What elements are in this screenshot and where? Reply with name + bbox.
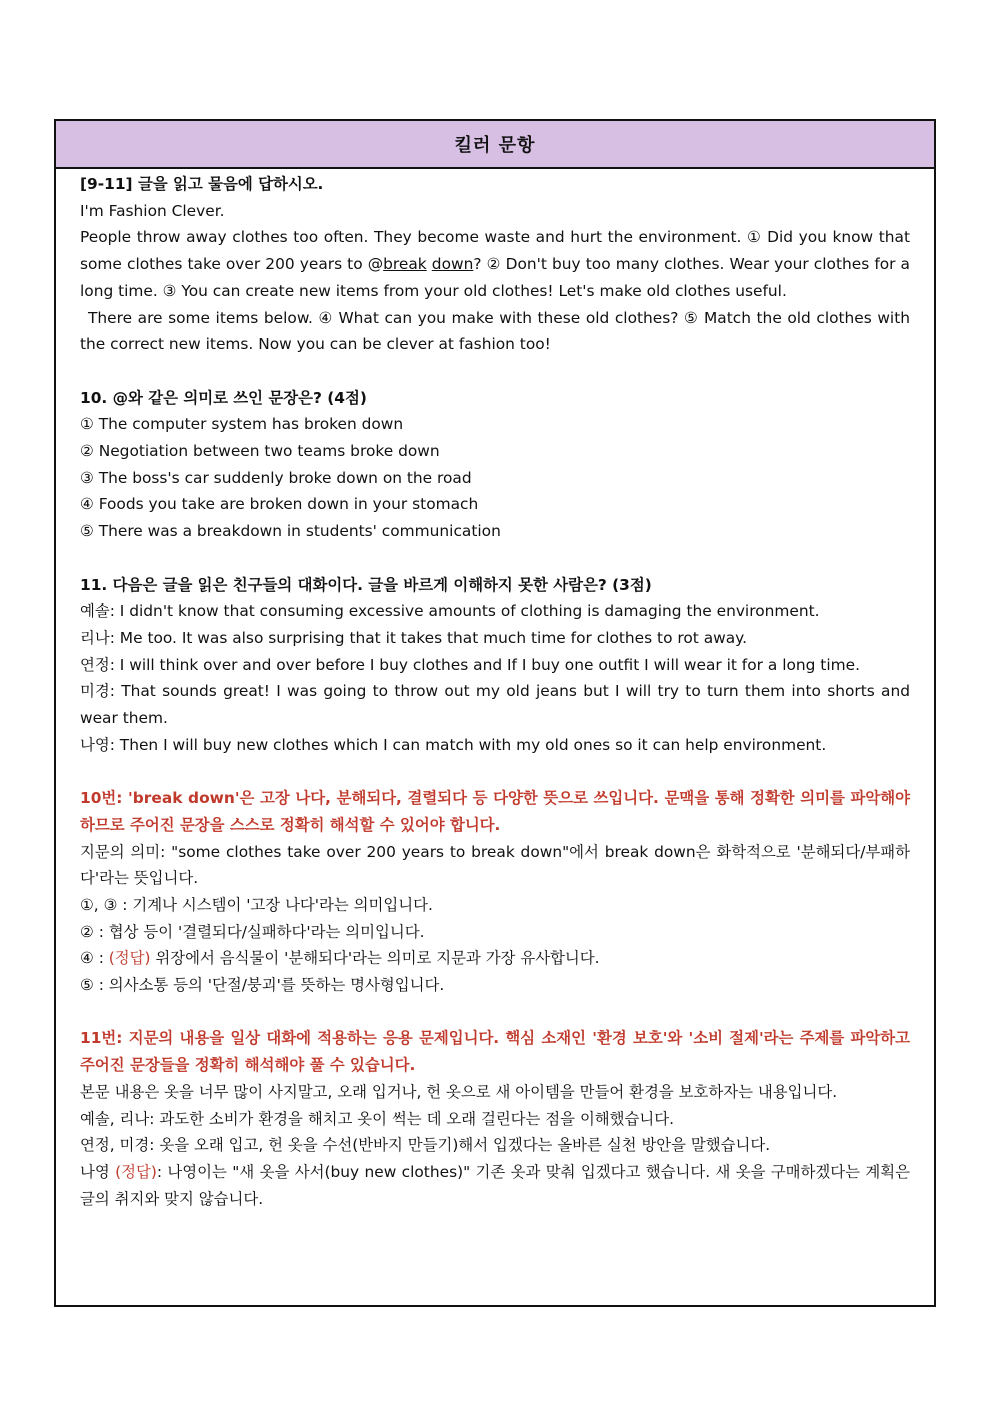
q11-dialogue-line: 리나: Me too. It was also surprising that it takes that much time for clothes to rot away. [80, 628, 747, 647]
box-content [56, 169, 934, 1212]
exp10-line: ①, ③ : 기계나 시스템이 '고장 나다'라는 의미입니다. [80, 895, 433, 914]
answer-marker: (정답) [108, 949, 151, 968]
line-prefix: ④ : [80, 949, 109, 968]
q11-dialogue-line: 예솔: I didn't know that consuming excessive amounts of clothing is damaging the environment. [80, 602, 820, 621]
q10-title: 10. @와 같은 의미로 쓰인 문장은? (4점) [80, 388, 367, 407]
q10-option: ⑤ There was a breakdown in students' communication [80, 522, 501, 541]
exp11-answer-line [80, 1159, 910, 1212]
header-title: 킬러 문항 [454, 135, 536, 156]
q11-dialogue-line: 연정: I will think over and over before I buy clothes and If I buy one outfit I will wear it for a long time. [80, 655, 860, 674]
q11-dialogue-line: 나영: Then I will buy new clothes which I can match with my old ones so it can help environment. [80, 735, 827, 754]
q10-option: ① The computer system has broken down [80, 415, 404, 434]
passage-intro: I'm Fashion Clever. [80, 201, 225, 220]
box-header [56, 121, 934, 169]
exp10-line: ⑤ : 의사소통 등의 '단절/붕괴'를 뜻하는 명사형입니다. [80, 976, 445, 995]
passage-paragraph-2: There are some items below. ④ What can you make with these old clothes? ⑤ Match the old clothes with the correct new items. Now you can be clever at fashion too! [80, 308, 910, 354]
exp11-line: 본문 내용은 옷을 너무 많이 사지말고, 오래 입거나, 헌 옷으로 새 아이템을 만들어 환경을 보호하자는 내용입니다. [80, 1082, 838, 1101]
q11-title: 11. 다음은 글을 읽은 친구들의 대화이다. 글을 바르게 이해하지 못한 사람은? (3점) [80, 575, 652, 594]
line-text: 위장에서 음식물이 '분해되다'라는 의미로 지문과 가장 유사합니다. [150, 949, 600, 968]
underlined-word-down: down [431, 255, 474, 274]
exp10-heading: 10번: 'break down'은 고장 나다, 분해되다, 결렬되다 등 다양한 뜻으로 쓰입니다. 문맥을 통해 정확한 의미를 파악해야 하므로 주어진 문장을 스스로 정확히 해석할 수 있어야 합니다. [80, 789, 910, 834]
exp11-line: 예솔, 리나: 과도한 소비가 환경을 해치고 옷이 썩는 데 오래 걸린다는 점을 이해했습니다. [80, 1109, 675, 1128]
answer-marker: (정답) [115, 1162, 157, 1181]
passage-paragraph-1 [80, 224, 910, 304]
exp11-line: 연정, 미경: 옷을 오래 입고, 헌 옷을 수선(반바지 만들기)해서 입겠다는 올바른 실천 방안을 말했습니다. [80, 1136, 771, 1155]
exp10-meaning: 지문의 의미: "some clothes take over 200 years to break down"에서 break down은 화학적으로 '분해되다/부패하다'라는 뜻입니다. [80, 842, 910, 888]
underlined-word-break: break [383, 255, 427, 274]
line-text: : 나영이는 "새 옷을 사서(buy new clothes)" 기존 옷과 맞춰 입겠다고 했습니다. 새 옷을 구매하겠다는 계획은 글의 취지와 맞지 않습니다. [80, 1162, 910, 1208]
q10-option: ④ Foods you take are broken down in your stomach [80, 495, 479, 514]
passage-text: ? ② Don't buy too many clothes. Wear your clothes for a long time. ③ You can create new items from your old clothes! Let's make old clothes useful. [80, 255, 910, 300]
passage-instruction: [9-11] 글을 읽고 물음에 답하시오. [80, 175, 324, 193]
passage-text: People throw away clothes too often. They become waste and hurt the environment. ① Did you know that some clothes take over 200 years to @ [80, 228, 910, 274]
q11-dialogue-line: 미경: That sounds great! I was going to throw out my old jeans but I will try to turn them into shorts and wear them. [80, 682, 910, 728]
question-box [54, 119, 936, 1307]
exp10-line: ② : 협상 등이 '결렬되다/실패하다'라는 의미입니다. [80, 922, 425, 941]
exp10-answer-line [80, 945, 910, 972]
q10-option: ③ The boss's car suddenly broke down on the road [80, 468, 472, 487]
q10-option: ② Negotiation between two teams broke down [80, 442, 440, 461]
line-prefix: 나영 [80, 1162, 116, 1181]
exp11-heading: 11번: 지문의 내용을 일상 대화에 적용하는 응용 문제입니다. 핵심 소재인 '환경 보호'와 '소비 절제'라는 주제를 파악하고 주어진 문장들을 정확히 해석해야 풀 수 있습니다. [80, 1029, 910, 1075]
